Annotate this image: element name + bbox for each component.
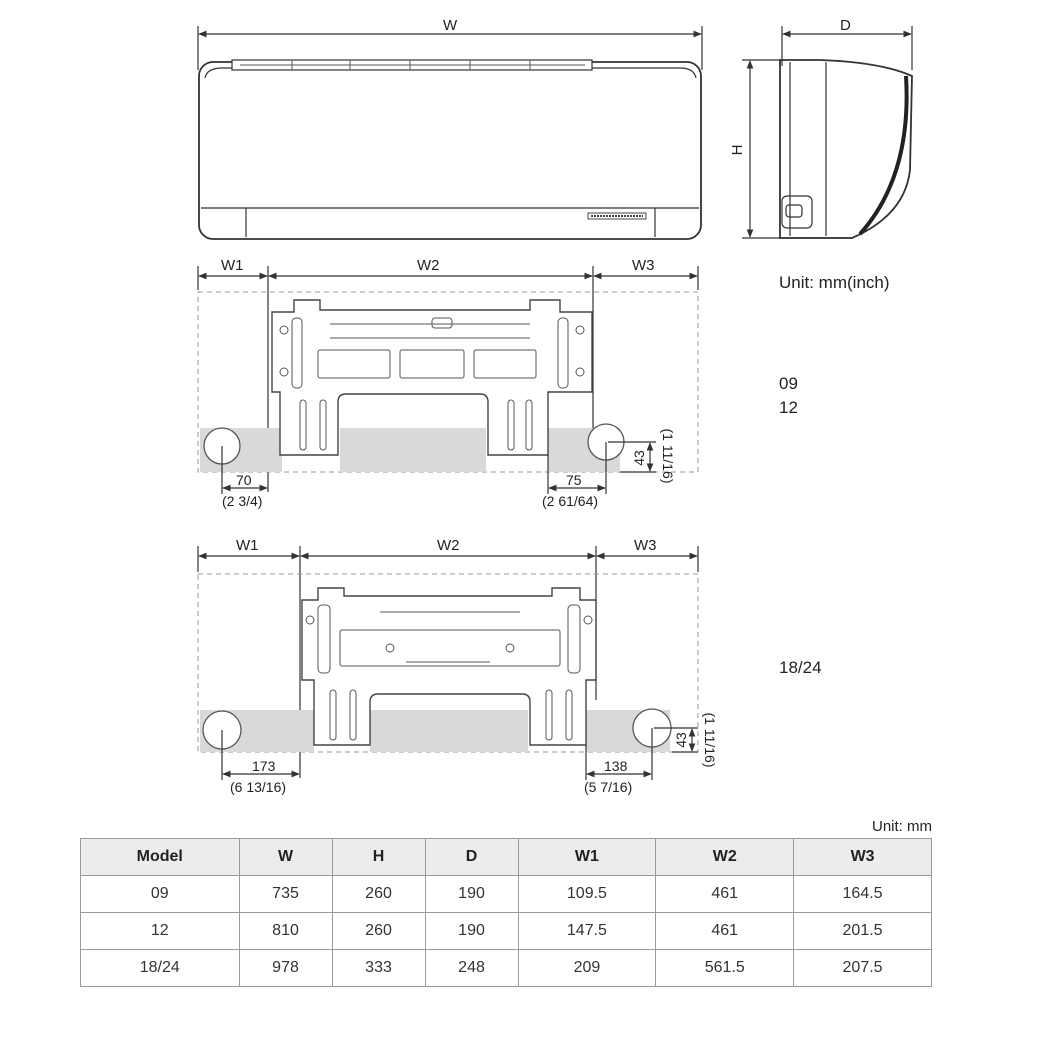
header-w2: W2: [656, 839, 794, 876]
left-offset-inch: (6 13/16): [230, 779, 287, 795]
mounting-plate-18-24: [198, 537, 718, 795]
header-w: W: [239, 839, 332, 876]
pipe-height-mm: 43: [673, 732, 689, 748]
table-cell: 18/24: [81, 950, 240, 987]
header-w3: W3: [794, 839, 932, 876]
table-cell: 333: [332, 950, 425, 987]
front-view: [198, 17, 702, 239]
left-offset-mm: 70: [236, 472, 252, 488]
table-cell: 164.5: [794, 876, 932, 913]
right-offset-mm: 75: [566, 472, 582, 488]
table-cell: 810: [239, 913, 332, 950]
table-cell: 09: [81, 876, 240, 913]
table-cell: 109.5: [518, 876, 656, 913]
table-cell: 260: [332, 913, 425, 950]
mounting-plate-09-12: [198, 257, 698, 509]
w3-label: W3: [634, 537, 657, 554]
w1-label: W1: [221, 257, 244, 274]
table-header-row: [81, 839, 932, 876]
table-row: [81, 950, 932, 987]
table-cell: 248: [425, 950, 518, 987]
model-label-09: 09: [779, 374, 798, 393]
table-cell: 147.5: [518, 913, 656, 950]
right-offset-mm: 138: [604, 758, 628, 774]
height-label: H: [729, 144, 746, 156]
table-cell: 260: [332, 876, 425, 913]
table-cell: 207.5: [794, 950, 932, 987]
indoor-unit-body: [199, 62, 701, 239]
width-label: W: [443, 17, 458, 34]
header-h: H: [332, 839, 425, 876]
table-cell: 735: [239, 876, 332, 913]
table-row: [81, 876, 932, 913]
header-model: Model: [81, 839, 240, 876]
w3-label: W3: [632, 257, 655, 274]
unit-note: Unit: mm(inch): [779, 273, 890, 292]
left-offset-mm: 173: [252, 758, 276, 774]
table-cell: 201.5: [794, 913, 932, 950]
w2-label: W2: [437, 537, 460, 554]
right-offset-inch: (5 7/16): [584, 779, 633, 795]
table-cell: 561.5: [656, 950, 794, 987]
model-label-12: 12: [779, 398, 798, 417]
table-cell: 461: [656, 876, 794, 913]
table-cell: 190: [425, 876, 518, 913]
table-cell: 978: [239, 950, 332, 987]
depth-label: D: [840, 17, 851, 34]
header-d: D: [425, 839, 518, 876]
w2-label: W2: [417, 257, 440, 274]
left-offset-inch: (2 3/4): [222, 493, 263, 509]
side-profile: [780, 60, 912, 238]
pipe-height-inch: (1 11/16): [702, 712, 718, 768]
side-view: [729, 17, 912, 238]
dimension-table: [80, 838, 932, 987]
right-offset-inch: (2 61/64): [542, 493, 599, 509]
w1-label: W1: [236, 537, 259, 554]
table-cell: 209: [518, 950, 656, 987]
table-cell: 461: [656, 913, 794, 950]
table-cell: 190: [425, 913, 518, 950]
model-label-18-24: 18/24: [779, 658, 822, 677]
header-w1: W1: [518, 839, 656, 876]
table-row: [81, 913, 932, 950]
table-unit-note: Unit: mm: [872, 818, 932, 835]
pipe-height-mm: 43: [631, 450, 647, 466]
pipe-height-inch: (1 11/16): [660, 428, 676, 484]
table-cell: 12: [81, 913, 240, 950]
